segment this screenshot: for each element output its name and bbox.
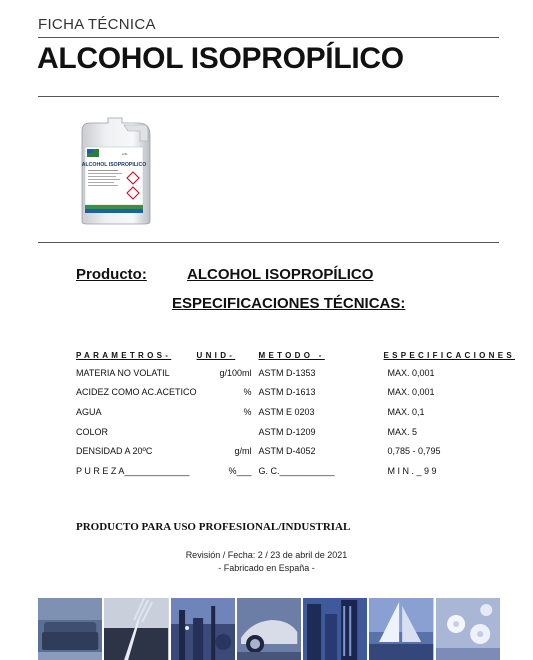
unit-cell [197, 422, 259, 442]
unit-cell: g/100ml [219, 367, 252, 378]
top-divider [38, 37, 499, 38]
parameter-cell: MATERIA NO VOLATIL [76, 367, 170, 378]
city-buildings-photo-icon [303, 598, 367, 660]
column-header-metodo: METODO - [258, 351, 325, 360]
purity-method-cell: G. C.___________ [258, 465, 335, 476]
unit-cell: g/ml [234, 446, 252, 457]
product-label: Producto: [76, 266, 147, 283]
method-cell: ASTM D-4052 [258, 446, 316, 457]
spec-cell: MAX. 5 [387, 426, 418, 437]
spec-table [76, 348, 515, 481]
parameter-cell: ACIDEZ COMO AC.ACETICO [76, 387, 197, 398]
purity-unit-cell: %___ [228, 465, 252, 476]
spec-cell: MAX. 0,1 [387, 406, 425, 417]
column-header-unid: UNID- [196, 351, 236, 360]
table-row [76, 363, 515, 383]
method-cell: ASTM E 0203 [258, 406, 315, 417]
parameter-cell: DENSIDAD A 20ºC [76, 446, 153, 457]
specs-title: ESPECIFICACIONES TÉCNICAS: [172, 295, 406, 312]
method-cell: ASTM D-1353 [258, 367, 316, 378]
title-divider [38, 96, 499, 97]
revision-date: Revisión / Fecha: 2 / 23 de abril de 2021 [185, 550, 348, 560]
table-row [76, 441, 515, 461]
unit-cell: % [243, 406, 252, 417]
header-label: FICHA TÉCNICA [38, 16, 156, 33]
sofa-photo-icon [38, 598, 102, 660]
method-cell: ASTM D-1613 [258, 387, 316, 398]
purity-row [76, 461, 515, 481]
image-divider [38, 242, 499, 243]
table-row [76, 383, 515, 403]
column-header-parametros: PARAMETROS- [76, 351, 172, 360]
purity-spec-cell: M I N . _ 9 9 [387, 465, 437, 476]
document-title: ALCOHOL ISOPROPÍLICO [37, 42, 404, 75]
unit-cell: % [243, 387, 252, 398]
parameter-cell: COLOR [76, 426, 109, 437]
fork-photo-icon [104, 598, 168, 660]
photo-strip [38, 598, 500, 660]
industrial-plant-photo-icon [171, 598, 235, 660]
sailboat-photo-icon [369, 598, 433, 660]
product-image-label: ALCOHOL ISOPROPILICO [81, 162, 147, 168]
table-row [76, 402, 515, 422]
made-in-spain-note: - Fabricado en España - [218, 563, 315, 573]
column-header-especificaciones: ESPECIFICACIONES [383, 351, 515, 360]
svg-text:2.5L: 2.5L [122, 152, 128, 156]
product-jerrycan-image [78, 117, 156, 225]
method-cell: ASTM D-1209 [258, 426, 316, 437]
car-photo-icon [237, 598, 301, 660]
spec-cell: MAX. 0,001 [387, 367, 435, 378]
table-row [76, 422, 515, 442]
purity-parameter-cell: P U R E Z A_____________ [76, 465, 190, 476]
parameter-cell: AGUA [76, 406, 102, 417]
usage-note: PRODUCTO PARA USO PROFESIONAL/INDUSTRIAL [76, 521, 351, 533]
product-name: ALCOHOL ISOPROPÍLICO [187, 266, 374, 283]
table-header-row [76, 348, 515, 363]
flowers-photo-icon [436, 598, 500, 660]
spec-cell: MAX. 0,001 [387, 387, 435, 398]
spec-cell: 0,785 - 0,795 [387, 446, 441, 457]
